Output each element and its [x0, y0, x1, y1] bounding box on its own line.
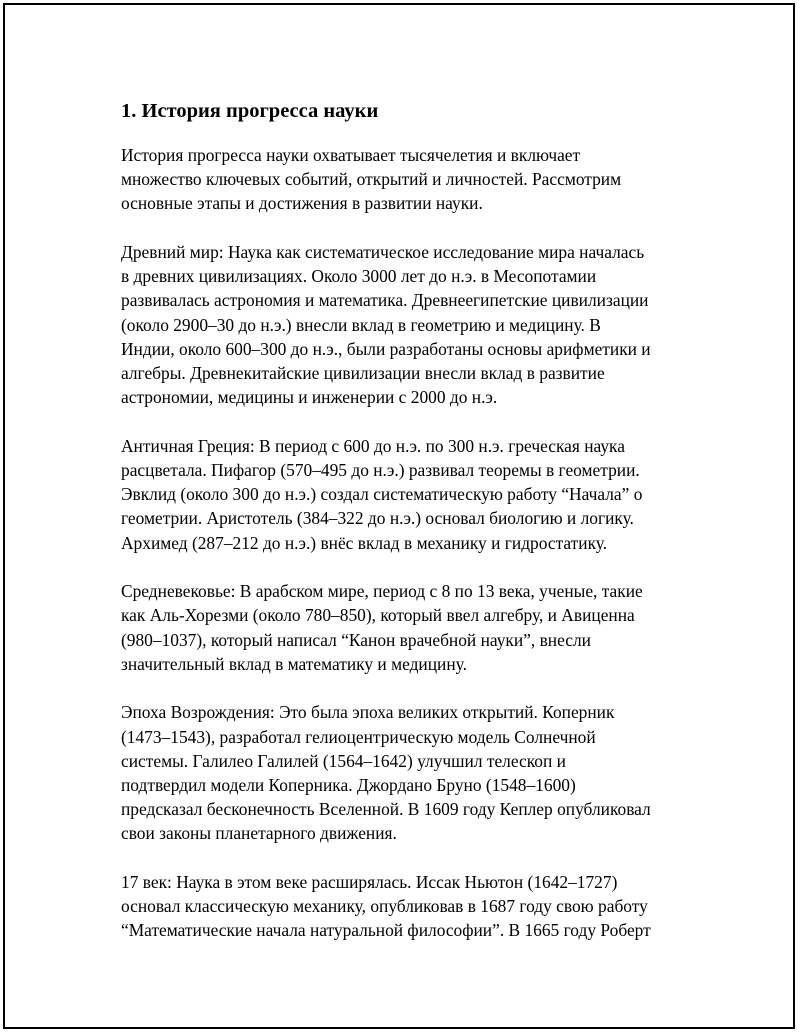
text-line: развивалась астрономия и математика. Древнеегипетские цивилизации — [121, 290, 649, 311]
text-line: “Математические начала натуральной философии”. В 1665 году Роберт — [121, 920, 651, 941]
document-body — [121, 97, 701, 967]
paragraph — [121, 579, 701, 676]
paragraph — [121, 240, 701, 409]
text-line: Античная Греция: В период с 600 до н.э. по 300 н.э. греческая наука — [121, 435, 625, 456]
text-line: основные этапы и достижения в развитии науки. — [121, 193, 483, 214]
paragraph — [121, 143, 701, 216]
text-line: геометрии. Аристотель (384–322 до н.э.) основал биологию и логику. — [121, 508, 634, 529]
text-line: системы. Галилео Галилей (1564–1642) улучшил телескоп и — [121, 750, 566, 771]
text-line: Древний мир: Наука как систематическое исследование мира началась — [121, 242, 645, 262]
text-line: Эпоха Возрождения: Это была эпоха великих открытий. Коперник — [121, 702, 615, 723]
text-line: основал классическую механику, опубликовав в 1687 году свою работу — [121, 896, 648, 917]
text-line: как Аль-Хорезми (около 780–850), который ввел алгебру, и Авиценна — [121, 605, 635, 626]
text-line: Индии, около 600–300 до н.э., были разработаны основы арифметики и — [121, 338, 651, 359]
text-line: История прогресса науки охватывает тысячелетия и включает — [121, 145, 581, 165]
text-line: (около 2900–30 до н.э.) внесли вклад в геометрию и медицину. В — [121, 314, 601, 335]
section-heading: 1. История прогресса науки — [121, 100, 379, 122]
text-line: в древних цивилизациях. Около 3000 лет до н.э. в Месопотамии — [121, 266, 597, 287]
text-line: подтвердил модели Коперника. Джордано Бруно (1548–1600) — [121, 775, 576, 796]
text-line: 17 век: Наука в этом веке расширялась. Иссак Ньютон (1642–1727) — [121, 872, 618, 893]
text-line: астрономии, медицины и инженерии с 2000 до н.э. — [121, 387, 498, 408]
paragraph — [121, 870, 701, 943]
page-frame — [3, 3, 795, 1029]
text-line: алгебры. Древнекитайские цивилизации внесли вклад в развитие — [121, 363, 605, 384]
text-line: (1473–1543), разработал гелиоцентрическую модель Солнечной — [121, 726, 596, 747]
paragraph — [121, 700, 701, 845]
text-line: Средневековье: В арабском мире, период с 8 по 13 века, ученые, такие — [121, 581, 643, 602]
paragraph — [121, 434, 701, 555]
text-line: Архимед (287–212 до н.э.) внёс вклад в механику и гидростатику. — [121, 532, 608, 553]
text-line: Эвклид (около 300 до н.э.) создал систематическую работу “Начала” о — [121, 484, 643, 505]
paragraph-list — [121, 143, 701, 943]
text-line: (980–1037), который написал “Канон врачебной науки”, внесли — [121, 629, 591, 650]
text-line: расцветала. Пифагор (570–495 до н.э.) развивал теоремы в геометрии. — [121, 460, 640, 481]
text-line: множество ключевых событий, открытий и личностей. Рассмотрим — [121, 169, 622, 190]
text-line: значительный вклад в математику и медицину. — [121, 653, 467, 674]
text-line: предсказал бесконечность Вселенной. В 1609 году Кеплер опубликовал — [121, 799, 651, 820]
text-line: свои законы планетарного движения. — [121, 823, 397, 844]
